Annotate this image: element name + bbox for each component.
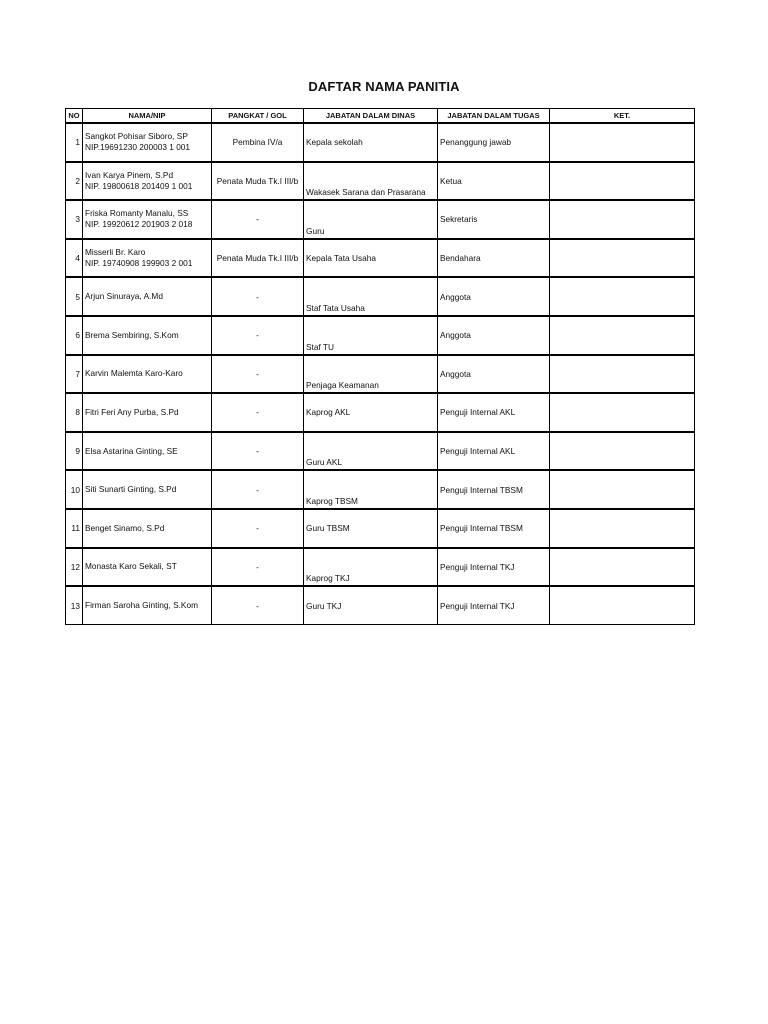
- ket-cell: [550, 200, 695, 239]
- table-header-row: [66, 109, 695, 124]
- member-name: Sangkot Pohisar Siboro, SP: [85, 131, 188, 142]
- member-name-cell: [83, 239, 212, 278]
- jabatan-tugas-cell: Anggota: [438, 355, 550, 394]
- member-name: Ivan Karya Pinem, S.Pd: [85, 169, 174, 180]
- table-row: [66, 548, 695, 587]
- row-number: 5: [66, 277, 83, 316]
- header-ket: KET.: [550, 109, 695, 124]
- jabatan-dinas-cell: Kaprog AKL: [304, 393, 438, 432]
- header-no: NO: [66, 109, 83, 124]
- rank-cell: -: [212, 586, 304, 625]
- rank-cell: Penata Muda Tk.I III/b: [212, 239, 304, 278]
- rank-cell: -: [212, 548, 304, 587]
- row-number: 11: [66, 509, 83, 548]
- jabatan-dinas-cell: Kepala sekolah: [304, 123, 438, 162]
- jabatan-dinas-cell: Staf TU: [304, 316, 438, 355]
- member-name-cell: [83, 355, 212, 394]
- member-name: Brema Sembiring, S.Kom: [85, 329, 179, 340]
- member-name: Friska Romanty Manalu, SS: [85, 208, 189, 219]
- jabatan-tugas-cell: Sekretaris: [438, 200, 550, 239]
- jabatan-dinas-cell: Kaprog TKJ: [304, 548, 438, 587]
- table-row: [66, 316, 695, 355]
- jabatan-dinas-cell: Guru TBSM: [304, 509, 438, 548]
- jabatan-tugas-cell: Penguji Internal TKJ: [438, 548, 550, 587]
- ket-cell: [550, 277, 695, 316]
- member-name: Karvin Malemta Karo-Karo: [85, 368, 183, 379]
- table-row: [66, 277, 695, 316]
- table-row: [66, 162, 695, 201]
- jabatan-tugas-cell: Anggota: [438, 277, 550, 316]
- member-name: Siti Sunarti Ginting, S.Pd: [85, 484, 177, 495]
- table-row: [66, 355, 695, 394]
- document-title: DAFTAR NAMA PANITIA: [308, 79, 460, 94]
- member-name-cell: [83, 393, 212, 432]
- member-name-cell: [83, 162, 212, 201]
- member-nip: NIP. 19920612 201903 2 018: [85, 219, 193, 230]
- rank-cell: -: [212, 200, 304, 239]
- jabatan-tugas-cell: Anggota: [438, 316, 550, 355]
- jabatan-tugas-cell: Ketua: [438, 162, 550, 201]
- jabatan-tugas-cell: Penguji Internal TBSM: [438, 509, 550, 548]
- row-number: 7: [66, 355, 83, 394]
- jabatan-tugas-cell: Penguji Internal AKL: [438, 393, 550, 432]
- header-jabatan-tugas: JABATAN DALAM TUGAS: [438, 109, 550, 124]
- jabatan-tugas-cell: Penguji Internal AKL: [438, 432, 550, 471]
- jabatan-dinas-cell: Guru: [304, 200, 438, 239]
- member-name-cell: [83, 277, 212, 316]
- member-name-cell: [83, 509, 212, 548]
- jabatan-tugas-cell: Penguji Internal TKJ: [438, 586, 550, 625]
- jabatan-dinas-cell: Kaprog TBSM: [304, 470, 438, 509]
- member-name: Fitri Feri Any Purba, S.Pd: [85, 406, 179, 417]
- row-number: 4: [66, 239, 83, 278]
- rank-cell: -: [212, 393, 304, 432]
- table-row: [66, 200, 695, 239]
- ket-cell: [550, 432, 695, 471]
- ket-cell: [550, 355, 695, 394]
- table-row: [66, 393, 695, 432]
- rank-cell: -: [212, 470, 304, 509]
- member-name-cell: [83, 470, 212, 509]
- table-row: [66, 432, 695, 471]
- ket-cell: [550, 393, 695, 432]
- jabatan-tugas-cell: Penguji Internal TBSM: [438, 470, 550, 509]
- member-name: Misserli Br. Karo: [85, 247, 146, 258]
- rank-cell: Pembina IV/a: [212, 123, 304, 162]
- member-name-cell: [83, 123, 212, 162]
- member-name: Firman Saroha Ginting, S.Kom: [85, 600, 198, 611]
- member-name-cell: [83, 200, 212, 239]
- rank-cell: Penata Muda Tk.I III/b: [212, 162, 304, 201]
- member-name: Benget Sinamo, S.Pd: [85, 522, 165, 533]
- member-name: Monasta Karo Sekali, ST: [85, 561, 177, 572]
- jabatan-dinas-cell: Penjaga Keamanan: [304, 355, 438, 394]
- ket-cell: [550, 586, 695, 625]
- member-nip: NIP.19691230 200003 1 001: [85, 142, 191, 153]
- jabatan-dinas-cell: Staf Tata Usaha: [304, 277, 438, 316]
- table-row: [66, 470, 695, 509]
- row-number: 12: [66, 548, 83, 587]
- header-nama-nip: NAMA/NIP: [83, 109, 212, 124]
- row-number: 3: [66, 200, 83, 239]
- member-name: Arjun Sinuraya, A.Md: [85, 291, 163, 302]
- member-name-cell: [83, 586, 212, 625]
- ket-cell: [550, 316, 695, 355]
- row-number: 1: [66, 123, 83, 162]
- ket-cell: [550, 123, 695, 162]
- member-name: Elsa Astarina Ginting, SE: [85, 445, 178, 456]
- ket-cell: [550, 509, 695, 548]
- jabatan-tugas-cell: Penanggung jawab: [438, 123, 550, 162]
- rank-cell: -: [212, 509, 304, 548]
- ket-cell: [550, 548, 695, 587]
- row-number: 13: [66, 586, 83, 625]
- header-jabatan-dinas: JABATAN DALAM DINAS: [304, 109, 438, 124]
- member-nip: NIP. 19740908 199903 2 001: [85, 258, 193, 269]
- ket-cell: [550, 162, 695, 201]
- member-nip: NIP. 19800618 201409 1 001: [85, 180, 193, 191]
- jabatan-dinas-cell: Guru AKL: [304, 432, 438, 471]
- member-name-cell: [83, 316, 212, 355]
- ket-cell: [550, 470, 695, 509]
- rank-cell: -: [212, 277, 304, 316]
- row-number: 10: [66, 470, 83, 509]
- member-name-cell: [83, 432, 212, 471]
- table-row: [66, 509, 695, 548]
- row-number: 9: [66, 432, 83, 471]
- jabatan-dinas-cell: Wakasek Sarana dan Prasarana: [304, 162, 438, 201]
- table-row: [66, 123, 695, 162]
- ket-cell: [550, 239, 695, 278]
- jabatan-tugas-cell: Bendahara: [438, 239, 550, 278]
- rank-cell: -: [212, 355, 304, 394]
- row-number: 8: [66, 393, 83, 432]
- header-pangkat-gol: PANGKAT / GOL: [212, 109, 304, 124]
- row-number: 2: [66, 162, 83, 201]
- table-row: [66, 239, 695, 278]
- table-row: [66, 586, 695, 625]
- committee-table: [65, 108, 695, 625]
- rank-cell: -: [212, 432, 304, 471]
- rank-cell: -: [212, 316, 304, 355]
- row-number: 6: [66, 316, 83, 355]
- jabatan-dinas-cell: Guru TKJ: [304, 586, 438, 625]
- jabatan-dinas-cell: Kepala Tata Usaha: [304, 239, 438, 278]
- member-name-cell: [83, 548, 212, 587]
